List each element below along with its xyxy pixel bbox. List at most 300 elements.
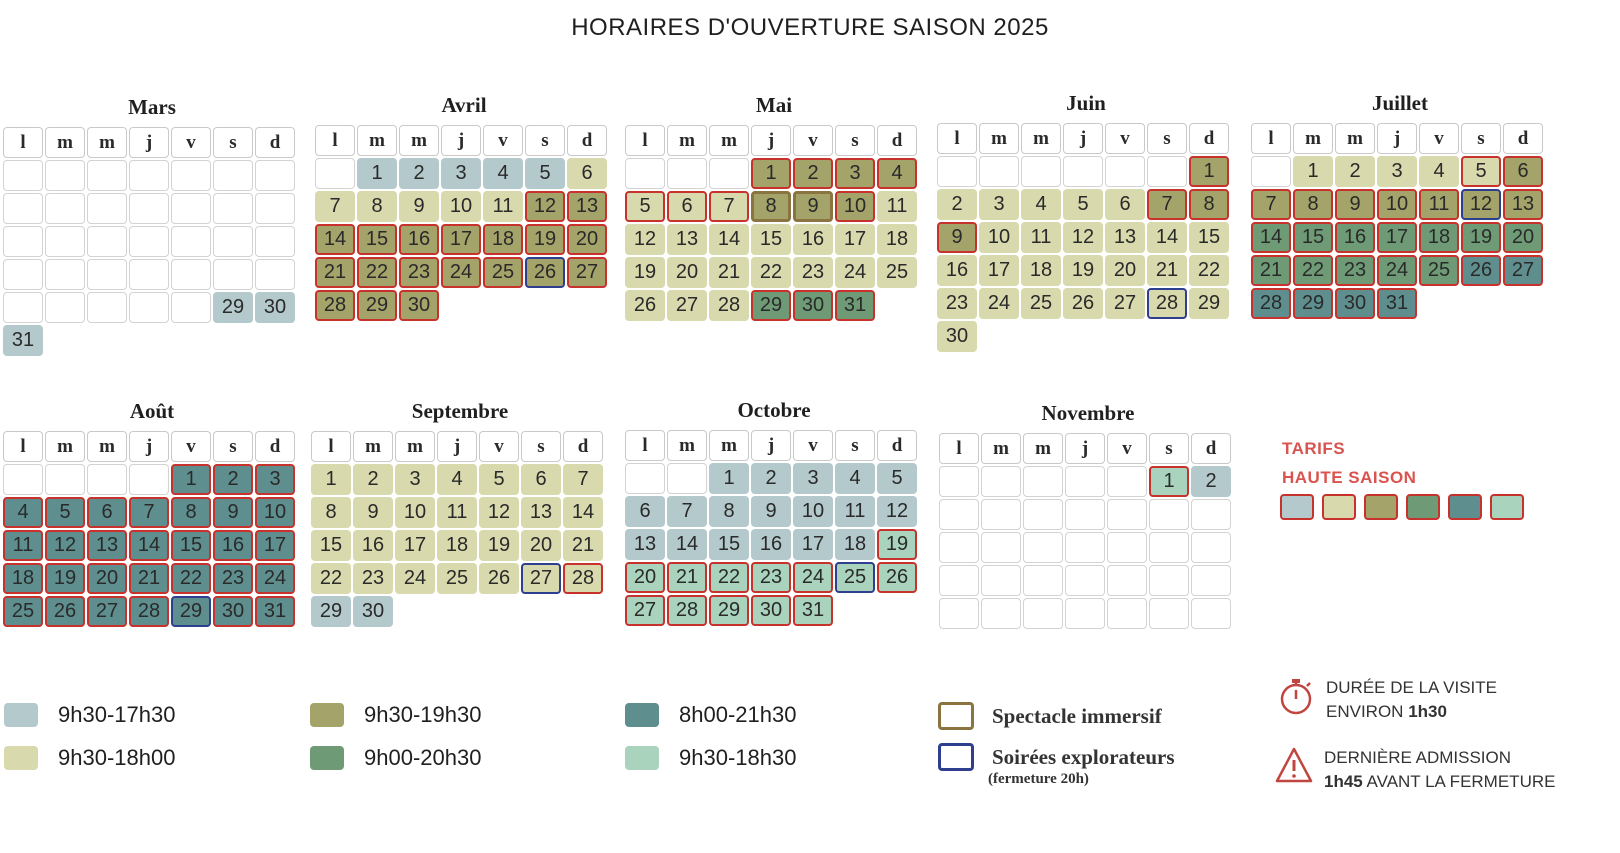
day-cell: 12: [525, 191, 565, 222]
empty-day-cell: [1107, 598, 1147, 629]
day-cell: 19: [525, 224, 565, 255]
empty-day-cell: [45, 226, 85, 257]
empty-day-cell: [87, 226, 127, 257]
weekday-header: m: [87, 431, 127, 462]
day-cell: 21: [667, 562, 707, 593]
legend-swatch: [625, 703, 659, 727]
empty-day-cell: [213, 160, 253, 191]
weekday-header: v: [1419, 123, 1459, 154]
empty-day-cell: [625, 158, 665, 189]
empty-day-cell: [1023, 499, 1063, 530]
warning-icon: [1274, 746, 1314, 786]
day-cell: 5: [525, 158, 565, 189]
weekday-header: s: [835, 430, 875, 461]
day-cell: 16: [1335, 222, 1375, 253]
day-cell: 16: [213, 530, 253, 561]
empty-day-cell: [255, 193, 295, 224]
day-cell: 26: [1461, 255, 1501, 286]
day-cell: 4: [1419, 156, 1459, 187]
day-cell: 10: [979, 222, 1019, 253]
empty-day-cell: [1105, 156, 1145, 187]
empty-day-cell: [45, 259, 85, 290]
day-cell: 2: [399, 158, 439, 189]
day-cell: 16: [353, 530, 393, 561]
day-cell: 6: [667, 191, 707, 222]
day-cell: 23: [213, 563, 253, 594]
day-cell: 12: [877, 496, 917, 527]
weekday-header: s: [1149, 433, 1189, 464]
day-cell: 13: [625, 529, 665, 560]
weekday-header: l: [315, 125, 355, 156]
empty-day-cell: [171, 259, 211, 290]
month-grid: [310, 430, 610, 628]
day-cell: 15: [709, 529, 749, 560]
weekday-header: m: [399, 125, 439, 156]
day-cell: 18: [437, 530, 477, 561]
month-name: Septembre: [411, 399, 509, 423]
day-cell: 20: [567, 224, 607, 255]
day-cell: 26: [1063, 288, 1103, 319]
day-cell: 19: [1461, 222, 1501, 253]
empty-day-cell: [1191, 499, 1231, 530]
weekday-header: l: [625, 125, 665, 156]
weekday-header: v: [171, 127, 211, 158]
weekday-header: d: [877, 125, 917, 156]
day-cell: 6: [1105, 189, 1145, 220]
day-cell: 19: [877, 529, 917, 560]
empty-day-cell: [87, 160, 127, 191]
month-calendar: [310, 396, 610, 628]
empty-day-cell: [129, 464, 169, 495]
day-cell: 22: [1189, 255, 1229, 286]
tarifs-heading: [1282, 434, 1416, 492]
legend-swatch: [4, 703, 38, 727]
day-cell: 11: [877, 191, 917, 222]
empty-day-cell: [667, 158, 707, 189]
weekday-header: s: [521, 431, 561, 462]
empty-day-cell: [129, 193, 169, 224]
day-cell: 16: [793, 224, 833, 255]
day-cell: 18: [1021, 255, 1061, 286]
empty-day-cell: [87, 259, 127, 290]
day-cell: 10: [441, 191, 481, 222]
month-calendar: [314, 90, 614, 322]
month-name: Mai: [755, 93, 793, 117]
day-cell: 19: [1063, 255, 1103, 286]
day-cell: 29: [1293, 288, 1333, 319]
weekday-header: m: [709, 125, 749, 156]
empty-day-cell: [129, 160, 169, 191]
day-cell: 11: [835, 496, 875, 527]
empty-day-cell: [171, 292, 211, 323]
empty-day-cell: [1107, 565, 1147, 596]
day-cell: 2: [353, 464, 393, 495]
day-cell: 20: [625, 562, 665, 593]
month-calendar: [624, 395, 924, 627]
duration-info: [1276, 676, 1497, 724]
month-grid: [624, 124, 924, 322]
empty-day-cell: [129, 259, 169, 290]
day-cell: 25: [877, 257, 917, 288]
day-cell: 18: [483, 224, 523, 255]
empty-day-cell: [213, 193, 253, 224]
day-cell: 25: [483, 257, 523, 288]
day-cell: 29: [213, 292, 253, 323]
day-cell: 22: [357, 257, 397, 288]
legend-label: 9h30-19h30: [364, 702, 482, 727]
day-cell: 1: [171, 464, 211, 495]
day-cell: 18: [835, 529, 875, 560]
day-cell: 30: [353, 596, 393, 627]
day-cell: 30: [937, 321, 977, 352]
day-cell: 21: [129, 563, 169, 594]
legend-swatch: [625, 746, 659, 770]
day-cell: 2: [793, 158, 833, 189]
empty-day-cell: [3, 464, 43, 495]
empty-day-cell: [1107, 532, 1147, 563]
weekday-header: l: [939, 433, 979, 464]
weekday-header: m: [667, 125, 707, 156]
weekday-header: d: [877, 430, 917, 461]
tarif-swatch: [1322, 494, 1356, 520]
weekday-header: s: [525, 125, 565, 156]
empty-day-cell: [939, 565, 979, 596]
day-cell: 28: [667, 595, 707, 626]
day-cell: 21: [709, 257, 749, 288]
day-cell: 24: [793, 562, 833, 593]
day-cell: 10: [1377, 189, 1417, 220]
weekday-header: j: [437, 431, 477, 462]
empty-day-cell: [1023, 466, 1063, 497]
duration-line1: DURÉE DE LA VISITE: [1326, 678, 1497, 697]
day-cell: 13: [667, 224, 707, 255]
weekday-header: j: [751, 430, 791, 461]
day-cell: 27: [87, 596, 127, 627]
day-cell: 14: [1251, 222, 1291, 253]
admission-line2: [1324, 770, 1555, 794]
day-cell: 25: [437, 563, 477, 594]
day-cell: 30: [1335, 288, 1375, 319]
tarifs-line1: TARIFS: [1282, 439, 1346, 458]
empty-day-cell: [1065, 598, 1105, 629]
month-name: Juillet: [1372, 91, 1428, 115]
day-cell: 9: [937, 222, 977, 253]
day-cell: 12: [45, 530, 85, 561]
day-cell: 15: [171, 530, 211, 561]
admission-value: 1h45: [1324, 772, 1363, 791]
day-cell: 1: [1149, 466, 1189, 497]
empty-day-cell: [1021, 156, 1061, 187]
weekday-header: v: [793, 430, 833, 461]
gold-outline-swatch: [938, 702, 974, 730]
day-cell: 8: [1293, 189, 1333, 220]
empty-day-cell: [255, 160, 295, 191]
weekday-header: d: [563, 431, 603, 462]
empty-day-cell: [981, 499, 1021, 530]
day-cell: 6: [1503, 156, 1543, 187]
day-cell: 25: [835, 562, 875, 593]
month-name: Avril: [441, 93, 487, 117]
day-cell: 31: [255, 596, 295, 627]
empty-day-cell: [1065, 466, 1105, 497]
day-cell: 13: [521, 497, 561, 528]
day-cell: 13: [567, 191, 607, 222]
day-cell: 23: [793, 257, 833, 288]
empty-day-cell: [3, 193, 43, 224]
day-cell: 30: [399, 290, 439, 321]
day-cell: 3: [441, 158, 481, 189]
day-cell: 13: [1503, 189, 1543, 220]
empty-day-cell: [129, 292, 169, 323]
day-cell: 1: [1189, 156, 1229, 187]
month-name: Mars: [128, 95, 176, 119]
empty-day-cell: [3, 259, 43, 290]
day-cell: 26: [877, 562, 917, 593]
day-cell: 24: [979, 288, 1019, 319]
weekday-header: m: [667, 430, 707, 461]
weekday-header: d: [1189, 123, 1229, 154]
day-cell: 23: [1335, 255, 1375, 286]
legend-label: 9h30-17h30: [58, 702, 176, 727]
weekday-header: j: [751, 125, 791, 156]
weekday-header: d: [1191, 433, 1231, 464]
day-cell: 12: [625, 224, 665, 255]
day-cell: 20: [521, 530, 561, 561]
weekday-header: j: [1377, 123, 1417, 154]
day-cell: 25: [3, 596, 43, 627]
day-cell: 20: [87, 563, 127, 594]
empty-day-cell: [1065, 499, 1105, 530]
empty-day-cell: [1107, 499, 1147, 530]
month-name: Juin: [1066, 91, 1106, 115]
empty-day-cell: [171, 193, 211, 224]
day-cell: 4: [1021, 189, 1061, 220]
tarif-swatch: [1406, 494, 1440, 520]
day-cell: 7: [315, 191, 355, 222]
month-name: Novembre: [1041, 401, 1135, 425]
day-cell: 7: [1251, 189, 1291, 220]
day-cell: 11: [1419, 189, 1459, 220]
day-cell: 21: [1251, 255, 1291, 286]
day-cell: 1: [709, 463, 749, 494]
legend-label: 9h30-18h30: [679, 745, 797, 770]
day-cell: 14: [1147, 222, 1187, 253]
day-cell: 21: [563, 530, 603, 561]
empty-day-cell: [1191, 532, 1231, 563]
day-cell: 22: [311, 563, 351, 594]
legend-spectacle: [938, 702, 1162, 730]
day-cell: 27: [1503, 255, 1543, 286]
empty-day-cell: [1191, 598, 1231, 629]
empty-day-cell: [625, 463, 665, 494]
day-cell: 12: [1461, 189, 1501, 220]
tarif-swatch: [1448, 494, 1482, 520]
day-cell: 23: [751, 562, 791, 593]
page-title: HORAIRES D'OUVERTURE SAISON 2025: [571, 14, 1049, 41]
month-grid: [2, 430, 302, 628]
day-cell: 1: [1293, 156, 1333, 187]
day-cell: 25: [1419, 255, 1459, 286]
day-cell: 14: [709, 224, 749, 255]
day-cell: 11: [1021, 222, 1061, 253]
day-cell: 15: [1293, 222, 1333, 253]
day-cell: 6: [625, 496, 665, 527]
month-grid: [314, 124, 614, 322]
day-cell: 5: [1063, 189, 1103, 220]
day-cell: 16: [399, 224, 439, 255]
day-cell: 24: [255, 563, 295, 594]
empty-day-cell: [45, 193, 85, 224]
empty-day-cell: [1251, 156, 1291, 187]
day-cell: 31: [1377, 288, 1417, 319]
day-cell: 22: [1293, 255, 1333, 286]
legend-label: 8h00-21h30: [679, 702, 797, 727]
day-cell: 9: [399, 191, 439, 222]
month-calendar: [938, 398, 1238, 630]
day-cell: 22: [751, 257, 791, 288]
empty-day-cell: [255, 226, 295, 257]
admission-info: [1274, 746, 1555, 794]
day-cell: 13: [87, 530, 127, 561]
weekday-header: v: [1107, 433, 1147, 464]
legend-item-b: [4, 745, 175, 771]
day-cell: 4: [877, 158, 917, 189]
weekday-header: j: [129, 431, 169, 462]
day-cell: 5: [1461, 156, 1501, 187]
empty-day-cell: [709, 158, 749, 189]
day-cell: 28: [129, 596, 169, 627]
day-cell: 26: [525, 257, 565, 288]
weekday-header: s: [1461, 123, 1501, 154]
day-cell: 23: [937, 288, 977, 319]
empty-day-cell: [3, 226, 43, 257]
day-cell: 24: [1377, 255, 1417, 286]
day-cell: 28: [709, 290, 749, 321]
empty-day-cell: [87, 193, 127, 224]
soirees-note: (fermeture 20h): [988, 771, 1089, 787]
weekday-header: j: [1063, 123, 1103, 154]
empty-day-cell: [1149, 532, 1189, 563]
legend-item-c: [310, 702, 481, 728]
day-cell: 20: [667, 257, 707, 288]
weekday-header: d: [1503, 123, 1543, 154]
day-cell: 10: [395, 497, 435, 528]
empty-day-cell: [939, 598, 979, 629]
day-cell: 7: [563, 464, 603, 495]
day-cell: 3: [835, 158, 875, 189]
day-cell: 27: [667, 290, 707, 321]
empty-day-cell: [1065, 565, 1105, 596]
day-cell: 8: [311, 497, 351, 528]
month-grid: [1250, 122, 1550, 320]
month-calendar: [2, 396, 302, 628]
soirees-label: Soirées explorateurs: [992, 744, 1175, 769]
day-cell: 26: [479, 563, 519, 594]
duration-line2: [1326, 700, 1497, 724]
day-cell: 4: [3, 497, 43, 528]
duration-value: 1h30: [1408, 702, 1447, 721]
day-cell: 29: [1189, 288, 1229, 319]
weekday-header: s: [835, 125, 875, 156]
day-cell: 5: [625, 191, 665, 222]
day-cell: 9: [751, 496, 791, 527]
day-cell: 20: [1105, 255, 1145, 286]
day-cell: 21: [315, 257, 355, 288]
weekday-header: s: [213, 431, 253, 462]
empty-day-cell: [255, 259, 295, 290]
empty-day-cell: [1191, 565, 1231, 596]
day-cell: 29: [751, 290, 791, 321]
day-cell: 17: [255, 530, 295, 561]
day-cell: 26: [45, 596, 85, 627]
empty-day-cell: [129, 226, 169, 257]
legend-item-e: [625, 702, 796, 728]
day-cell: 18: [877, 224, 917, 255]
empty-day-cell: [1147, 156, 1187, 187]
day-cell: 22: [709, 562, 749, 593]
legend-swatch: [4, 746, 38, 770]
day-cell: 29: [311, 596, 351, 627]
day-cell: 28: [1251, 288, 1291, 319]
empty-day-cell: [1023, 532, 1063, 563]
day-cell: 13: [1105, 222, 1145, 253]
empty-day-cell: [667, 463, 707, 494]
weekday-header: m: [1335, 123, 1375, 154]
weekday-header: m: [981, 433, 1021, 464]
empty-day-cell: [87, 292, 127, 323]
weekday-header: m: [353, 431, 393, 462]
empty-day-cell: [1149, 565, 1189, 596]
day-cell: 20: [1503, 222, 1543, 253]
day-cell: 17: [793, 529, 833, 560]
empty-day-cell: [3, 292, 43, 323]
spectacle-label: Spectacle immersif: [992, 703, 1162, 728]
weekday-header: m: [1023, 433, 1063, 464]
legend-label: 9h30-18h00: [58, 745, 176, 770]
weekday-header: m: [45, 431, 85, 462]
day-cell: 29: [171, 596, 211, 627]
day-cell: 14: [129, 530, 169, 561]
month-calendar: [936, 88, 1236, 353]
day-cell: 7: [129, 497, 169, 528]
day-cell: 14: [667, 529, 707, 560]
empty-day-cell: [213, 226, 253, 257]
empty-day-cell: [979, 156, 1019, 187]
weekday-header: l: [937, 123, 977, 154]
month-grid: [936, 122, 1236, 353]
month-calendar: [1250, 88, 1550, 320]
weekday-header: j: [441, 125, 481, 156]
empty-day-cell: [1065, 532, 1105, 563]
empty-day-cell: [981, 598, 1021, 629]
day-cell: 3: [255, 464, 295, 495]
duration-prefix: ENVIRON: [1326, 702, 1409, 721]
day-cell: 5: [45, 497, 85, 528]
weekday-header: m: [87, 127, 127, 158]
empty-day-cell: [3, 160, 43, 191]
weekday-header: m: [395, 431, 435, 462]
empty-day-cell: [1023, 565, 1063, 596]
tarif-swatch: [1490, 494, 1524, 520]
day-cell: 10: [793, 496, 833, 527]
day-cell: 3: [979, 189, 1019, 220]
day-cell: 22: [171, 563, 211, 594]
empty-day-cell: [315, 158, 355, 189]
day-cell: 18: [1419, 222, 1459, 253]
empty-day-cell: [1107, 466, 1147, 497]
day-cell: 23: [353, 563, 393, 594]
empty-day-cell: [939, 466, 979, 497]
